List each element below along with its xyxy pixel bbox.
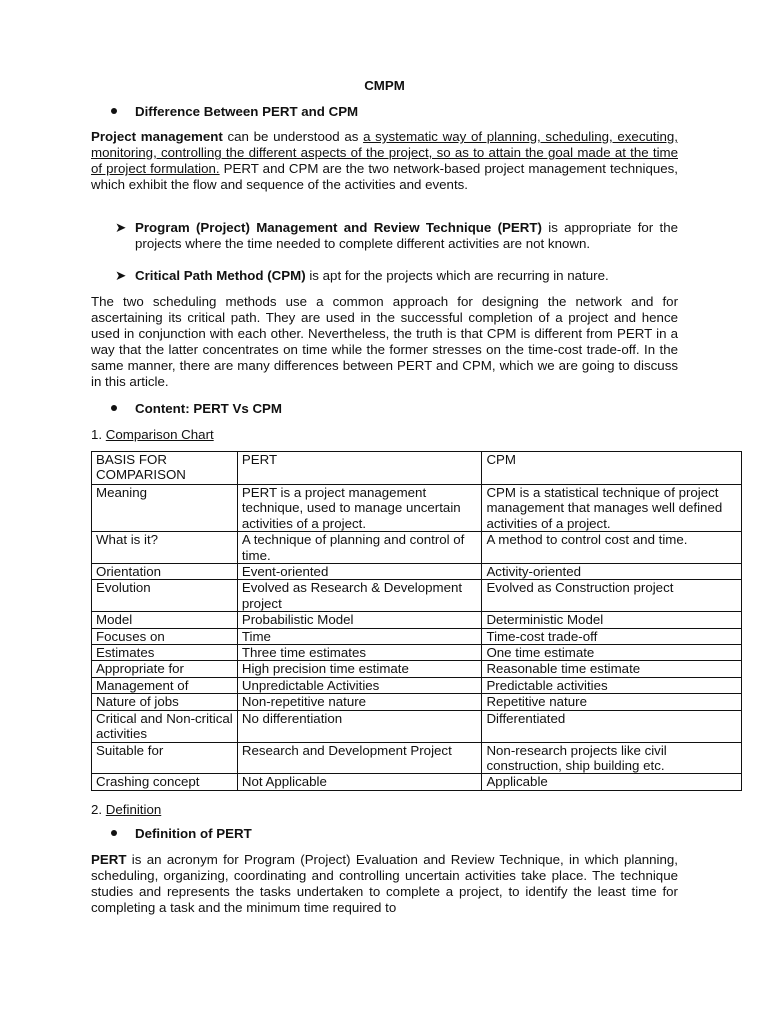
cell-pert: Evolved as Research & Development project <box>237 580 482 612</box>
table-row <box>92 710 742 742</box>
heading-text: Content: PERT Vs CPM <box>135 401 283 416</box>
cell-basis: Suitable for <box>92 742 238 774</box>
pert-lead-bold: PERT <box>91 852 127 867</box>
cell-basis: Nature of jobs <box>92 694 238 710</box>
arrow-bullet-icon: ➤ <box>115 268 127 283</box>
comparison-table-body <box>92 452 742 791</box>
cell-basis: Evolution <box>92 580 238 612</box>
cell-cpm: Deterministic Model <box>482 612 742 628</box>
cell-pert: High precision time estimate <box>237 661 482 677</box>
table-row <box>92 485 742 532</box>
pert-definition-text: is an acronym for Program (Project) Evaluation and Review Technique, in which planning, scheduling, organizing, coordinating and controlling uncertain activities take place. The technique studies and represents the tasks undertaken to complete a project, to identify the least time for completing a task and the minimum time required to <box>91 852 678 915</box>
cell-cpm: Differentiated <box>482 710 742 742</box>
section-definition <box>91 802 161 817</box>
bullet-icon <box>111 108 117 114</box>
scheduling-paragraph: The two scheduling methods use a common approach for designing the network and for ascertaining its critical path. They are used in the successful completion of a project and hence used in conjunction with each other. Nevertheless, the truth is that CPM is different from PERT in a way that the latter concentrates on time while the former stresses on the time-cost trade-off. In the same manner, there are many differences between PERT and CPM, which we are going to discuss in this article. <box>91 294 678 389</box>
intro-lead-bold: Project management <box>91 129 223 144</box>
cell-cpm: Reasonable time estimate <box>482 661 742 677</box>
section-number: 2. <box>91 802 106 817</box>
cell-cpm: A method to control cost and time. <box>482 532 742 564</box>
cell-pert: Three time estimates <box>237 645 482 661</box>
arrow-bullet-icon: ➤ <box>115 220 127 235</box>
intro-underlined: a systematic way of planning, scheduling, executing, monitoring, controlling the different aspects of the project, so as to attain the goal made at the time of project formulation. <box>91 129 678 176</box>
table-header-row <box>92 452 742 485</box>
heading-text: Definition of PERT <box>135 826 252 841</box>
heading-definition-pert <box>111 826 252 841</box>
cell-cpm: Activity-oriented <box>482 564 742 580</box>
heading-content <box>111 401 282 416</box>
cell-basis: Focuses on <box>92 628 238 644</box>
header-cell-cpm: CPM <box>482 452 742 485</box>
comparison-table <box>91 451 742 791</box>
cell-pert: Probabilistic Model <box>237 612 482 628</box>
cell-cpm: CPM is a statistical technique of project management that manages well defined activities of a project. <box>482 485 742 532</box>
cell-pert: A technique of planning and control of time. <box>237 532 482 564</box>
table-row <box>92 742 742 774</box>
section-number: 1. <box>91 427 106 442</box>
table-row <box>92 694 742 710</box>
cell-pert: Unpredictable Activities <box>237 677 482 693</box>
arrow-item-cpm <box>115 268 678 284</box>
arrow-item-pert <box>115 220 678 252</box>
arrow-item-text: is appropriate for the projects where the time needed to complete different activities are not known. <box>135 220 679 251</box>
cell-basis: Appropriate for <box>92 661 238 677</box>
cell-cpm: Non-research projects like civil construction, ship building etc. <box>482 742 742 774</box>
heading-text: Difference Between PERT and CPM <box>135 104 359 119</box>
section-comparison-chart <box>91 427 214 442</box>
table-row <box>92 580 742 612</box>
cell-basis: Estimates <box>92 645 238 661</box>
cell-pert: Time <box>237 628 482 644</box>
definition-link[interactable]: Definition <box>105 802 162 817</box>
cell-pert: PERT is a project management technique, used to manage uncertain activities of a project. <box>237 485 482 532</box>
cell-pert: No differentiation <box>237 710 482 742</box>
pert-definition-paragraph <box>91 852 678 916</box>
cell-cpm: Evolved as Construction project <box>482 580 742 612</box>
table-row <box>92 677 742 693</box>
arrow-item-bold: Program (Project) Management and Review Technique (PERT) <box>135 220 542 235</box>
cell-basis: Orientation <box>92 564 238 580</box>
cell-basis: Management of <box>92 677 238 693</box>
cell-cpm: Repetitive nature <box>482 694 742 710</box>
table-row <box>92 628 742 644</box>
comparison-chart-link[interactable]: Comparison Chart <box>105 427 214 442</box>
bullet-icon <box>111 830 117 836</box>
intro-rest: PERT and CPM are the two network-based project management techniques, which exhibit the flow and sequence of the activities and events. <box>91 161 679 192</box>
intro-lead-text: can be understood as <box>222 129 364 144</box>
cell-basis: Crashing concept <box>92 774 238 790</box>
bullet-icon <box>111 405 117 411</box>
cell-cpm: One time estimate <box>482 645 742 661</box>
table-row <box>92 774 742 790</box>
table-row <box>92 645 742 661</box>
table-row <box>92 532 742 564</box>
cell-pert: Event-oriented <box>237 564 482 580</box>
cell-cpm: Time-cost trade-off <box>482 628 742 644</box>
cell-basis: What is it? <box>92 532 238 564</box>
cell-pert: Non-repetitive nature <box>237 694 482 710</box>
intro-paragraph <box>91 129 678 193</box>
arrow-item-text: is apt for the projects which are recurring in nature. <box>305 268 609 283</box>
cell-basis: Meaning <box>92 485 238 532</box>
cell-pert: Not Applicable <box>237 774 482 790</box>
table-row <box>92 564 742 580</box>
cell-basis: Critical and Non-critical activities <box>92 710 238 742</box>
document-title: CMPM <box>364 78 405 93</box>
cell-cpm: Applicable <box>482 774 742 790</box>
header-cell-pert: PERT <box>237 452 482 485</box>
arrow-item-bold: Critical Path Method (CPM) <box>135 268 306 283</box>
header-cell-basis: BASIS FOR COMPARISON <box>92 452 238 485</box>
cell-basis: Model <box>92 612 238 628</box>
cell-cpm: Predictable activities <box>482 677 742 693</box>
table-row <box>92 661 742 677</box>
heading-difference <box>111 104 358 119</box>
table-row <box>92 612 742 628</box>
cell-pert: Research and Development Project <box>237 742 482 774</box>
